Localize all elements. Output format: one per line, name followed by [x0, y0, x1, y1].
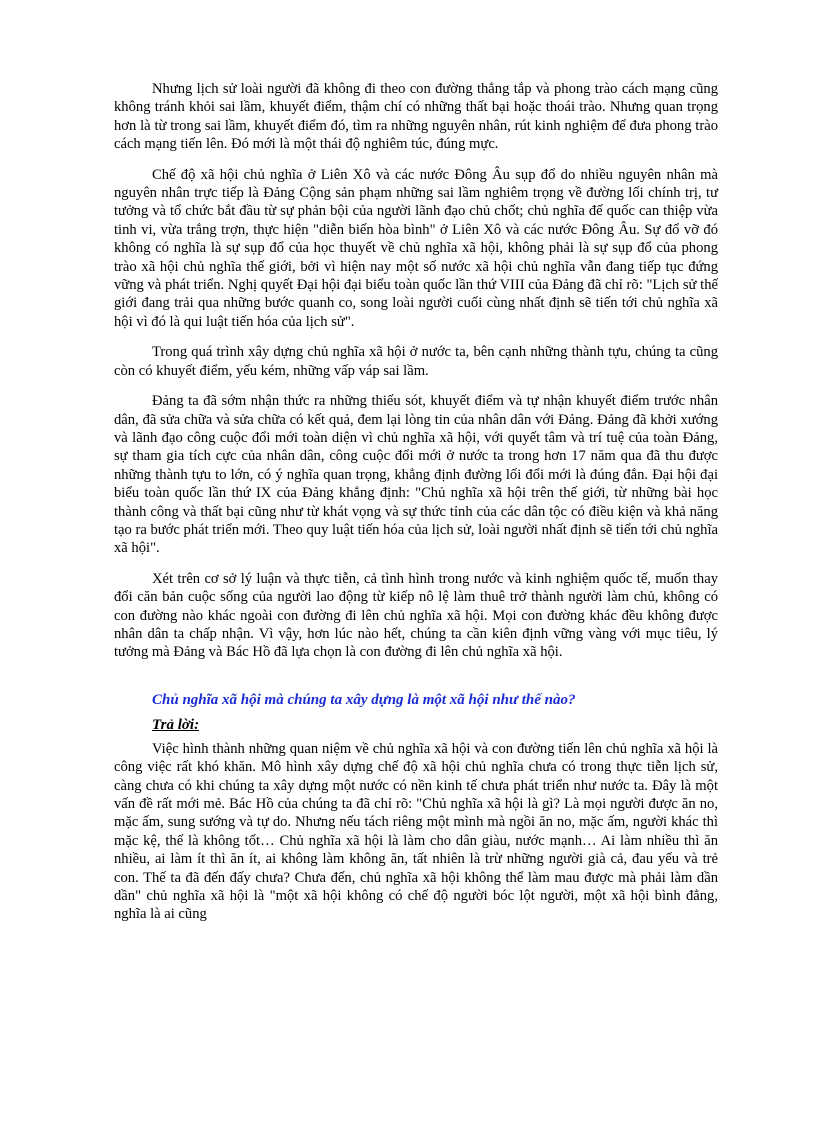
- question-heading: Chủ nghĩa xã hội mà chúng ta xây dựng là một xã hội như thế nào?: [152, 691, 576, 708]
- body-paragraph-2: Chế độ xã hội chủ nghĩa ở Liên Xô và các nước Đông Âu sụp đổ do nhiều nguyên nhân mà nguyên nhân trực tiếp là Đảng Cộng sản phạm những sai lầm nghiêm trọng về đường lối chính trị, tư tưởng và tổ chức bắt đầu từ sự phản bội của người lãnh đạo chủ chốt; chủ nghĩa đế quốc can thiệp vừa tinh vi, vừa trắng trợn, thực hiện "diễn biến hòa bình" ở Liên Xô và các nước Đông Âu. Sự đổ vỡ đó không có nghĩa là sự sụp đổ của học thuyết về chủ nghĩa xã hội, không phải là sự sụp đổ của phong trào xã hội chủ nghĩa thế giới, bởi vì hiện nay một số nước xã hội chủ nghĩa vẫn đang tiếp tục đứng vững và phát triển. Nghị quyết Đại hội đại biểu toàn quốc lần thứ VIII của Đảng đã chỉ rõ: "Lịch sử thế giới đang trải qua những bước quanh co, song loài người cuối cùng nhất định sẽ tiến tới chủ nghĩa xã hội vì đó là qui luật tiến hóa của lịch sử".: [114, 166, 718, 330]
- body-paragraph-4: Đảng ta đã sớm nhận thức ra những thiếu sót, khuyết điểm và tự nhận khuyết điểm trước nhân dân, đã sửa chữa và sửa chữa có kết quả, đem lại lòng tin của nhân dân với Đảng. Đảng đã khởi xướng và lãnh đạo công cuộc đổi mới toàn diện vì chủ nghĩa xã hội, với quyết tâm và trí tuệ của toàn Đảng, sự tham gia tích cực của nhân dân, công cuộc đổi mới ở nước ta trong hơn 17 năm qua đã thu được những thành tựu to lớn, có ý nghĩa quan trọng, khẳng định đường lối đổi mới là đúng đắn. Đại hội đại biểu toàn quốc lần thứ IX của Đảng khẳng định: "Chủ nghĩa xã hội trên thế giới, từ những bài học thành công và thất bại cũng như từ khát vọng và sự thức tỉnh của các dân tộc có điều kiện và khả năng tạo ra bước phát triển mới. Theo quy luật tiến hóa của lịch sử, loài người nhất định sẽ tiến tới chủ nghĩa xã hội".: [114, 393, 718, 557]
- body-paragraph-3: Trong quá trình xây dựng chủ nghĩa xã hội ở nước ta, bên cạnh những thành tựu, chúng ta cũng còn có khuyết điểm, yếu kém, những vấp váp sai lầm.: [114, 344, 718, 379]
- answer-paragraph: Việc hình thành những quan niệm về chủ nghĩa xã hội và con đường tiến lên chủ nghĩa xã hội là công việc rất khó khăn. Mô hình xây dựng chế độ xã hội chủ nghĩa chưa có trong thực tiễn lịch sử, càng chưa có khi chúng ta xây dựng một nước có nền kinh tế chưa phát triển như nước ta. Đây là một vấn đề rất mới mẻ. Bác Hồ của chúng ta đã chỉ rõ: "Chủ nghĩa xã hội là gì? Là mọi người được ăn no, mặc ấm, sung sướng và tự do. Nhưng nếu tách riêng một mình mà ngồi ăn no, mặc ấm, người khác thì mặc kệ, thế là không tốt… Chủ nghĩa xã hội là làm cho dân giàu, nước mạnh… Ai làm nhiều thì ăn nhiều, ai làm ít thì ăn ít, ai không làm không ăn, tất nhiên là trừ những người già cả, đau yếu và trẻ con. Thế ta đã đến đấy chưa? Chưa đến, chủ nghĩa xã hội không thể làm mau được mà phải làm dần dần" chủ nghĩa xã hội là "một xã hội không có chế độ người bóc lột người, một xã hội bình đẳng, nghĩa là ai cũng: [114, 740, 718, 923]
- body-paragraph-1: Nhưng lịch sử loài người đã không đi theo con đường thẳng tắp và phong trào cách mạng cũng không tránh khỏi sai lầm, khuyết điểm, thậm chí có những thất bại hoặc thoái trào. Nhưng quan trọng hơn là từ trong sai lầm, khuyết điểm đó, tìm ra những nguyên nhân, rút kinh nghiệm để đưa phong trào cách mạng tiến lên. Đó mới là một thái độ nghiêm túc, đúng mực.: [114, 81, 718, 153]
- body-paragraph-5: Xét trên cơ sở lý luận và thực tiễn, cả tình hình trong nước và kinh nghiệm quốc tế, muốn thay đổi căn bản cuộc sống của người lao động từ kiếp nô lệ làm thuê trở thành người làm chủ, không có con đường nào khác ngoài con đường đi lên chủ nghĩa xã hội. Mọi con đường khác đều không được nhân dân ta chấp nhận. Vì vậy, hơn lúc nào hết, chúng ta cần kiên định vững vàng với mục tiêu, lý tưởng mà Đảng và Bác Hồ đã lựa chọn là con đường đi lên chủ nghĩa xã hội.: [114, 570, 718, 661]
- answer-label: Trả lời:: [152, 716, 200, 733]
- document-page: [114, 80, 718, 936]
